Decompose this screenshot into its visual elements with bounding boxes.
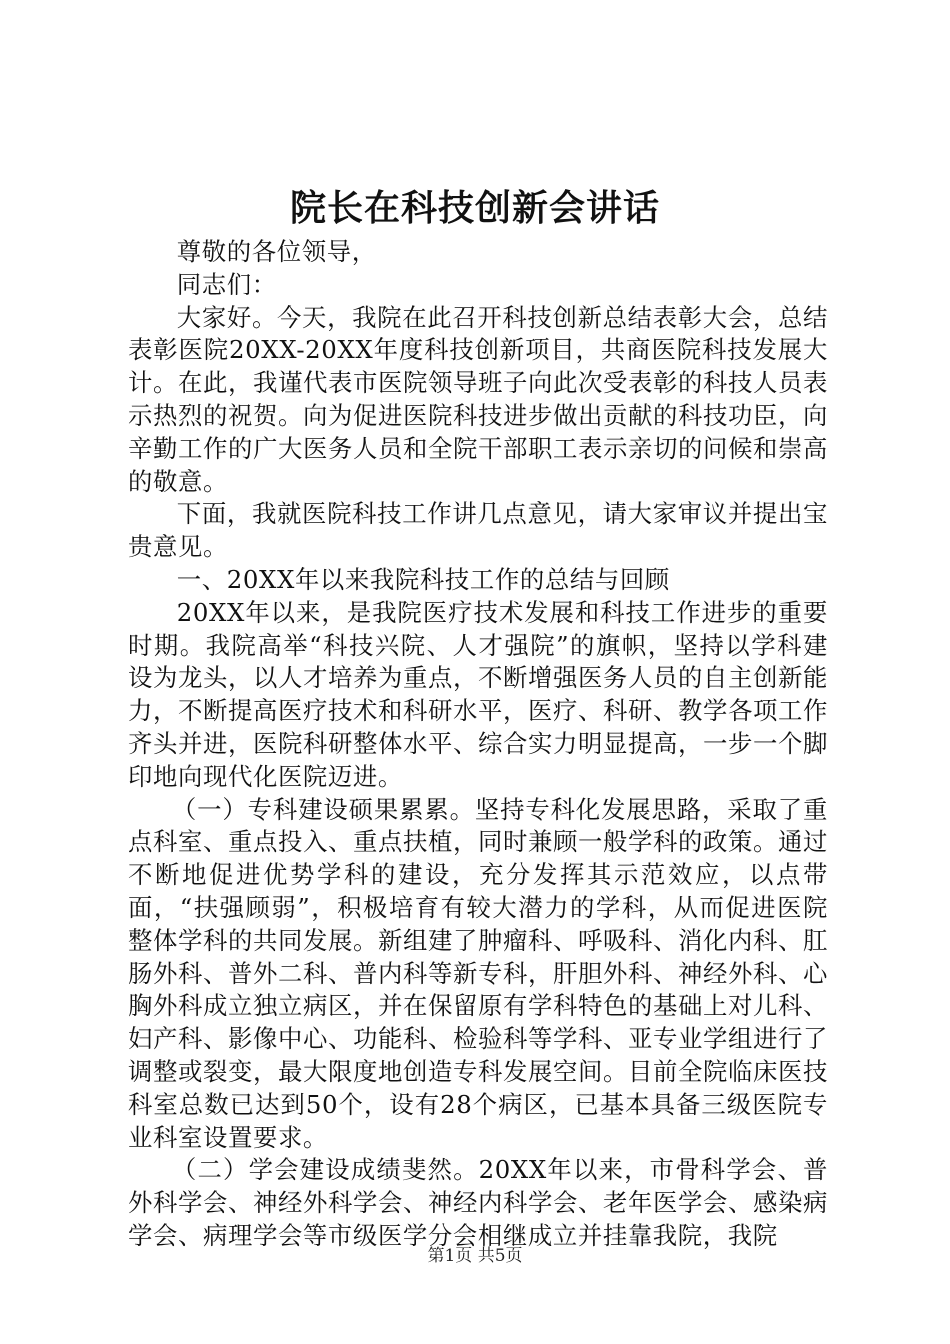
section-heading-1: 一、20XX年以来我院科技工作的总结与回顾 [176,564,670,594]
page-footer: 第1页 共5页 [427,1246,523,1266]
salutation: 尊敬的各位领导， [176,237,377,266]
paragraph-intro: 下面，我就医院科技工作讲几点意见，请大家审议并提出宝贵意见。 [128,499,828,562]
document-title: 院长在科技创新会讲话 [289,187,660,229]
salutation-comrades: 同志们： [176,269,277,299]
paragraph-specialty: （一）专科建设硕果累累。坚持专科化发展思路，采取了重点科室、重点投入、重点扶植，同时兼顾一般学科的政策。通过不断地促进优势学科的建设，充分发挥其示范效应，以点带面，“扶强顾弱”，积极培育有较大潜力的学科，从而促进医院整体学科的共同发展。新组建了肿瘤科、呼吸科、消化内科、肛肠外科、普外二科、普内科等新专科，肝胆外科、神经外科、心胸外科成立独立病区，并在保留原有学科特色的基础上对儿科、妇产科、影像中心、功能科、检验科等学科、亚专业学组进行了调整或裂变，最大限度地创造专科发展空间。目前全院临床医技科室总数已达到50个，设有28个病区，已基本具备三级医院专业科室设置要求。 [128,794,828,1152]
paragraph-society: （二）学会建设成绩斐然。20XX年以来，市骨科学会、普外科学会、神经外科学会、神经内科学会、老年医学会、感染病学会、病理学会等市级医学分会相继成立并挂靠我院，我院 [128,1155,828,1250]
paragraph-review: 20XX年以来，是我院医疗技术发展和科技工作进步的重要时期。我院高举“科技兴院、人才强院”的旗帜，坚持以学科建设为龙头，以人才培养为重点，不断增强医务人员的自主创新能力，不断提高医疗技术和科研水平，医疗、科研、教学各项工作齐头并进，医院科研整体水平、综合实力明显提高，一步一个脚印地向现代化医院迈进。 [128,597,828,791]
document-body [128,236,828,1253]
paragraph-opening: 大家好。今天，我院在此召开科技创新总结表彰大会，总结表彰医院20XX-20XX年度科技创新项目，共商医院科技发展大计。在此，我谨代表市医院领导班子向此次受表彰的科技人员表示热烈的祝贺。向为促进医院科技进步做出贡献的科技功臣，向辛勤工作的广大医务人员和全院干部职工表示亲切的问候和崇高的敬意。 [128,302,828,496]
